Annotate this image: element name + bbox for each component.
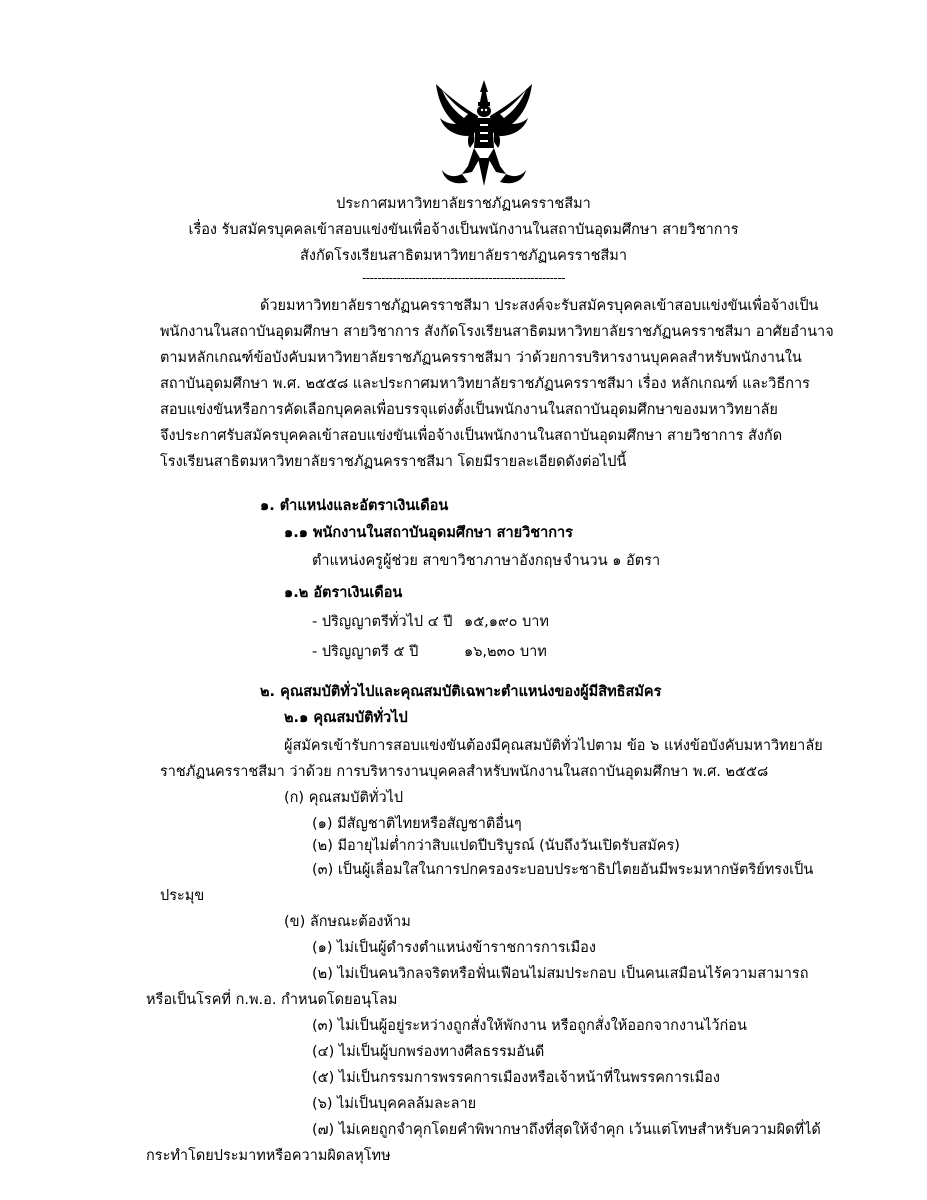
prohibition-item: (๔) ไม่เป็นผู้บกพร่องทางศีลธรรมอันดี <box>312 1044 545 1060</box>
quota-text: จำนวน ๑ อัตรา <box>563 553 661 569</box>
prohibition-item-cont: หรือเป็นโรคที่ ก.พ.อ. กำหนดโดยอนุโลม <box>146 992 398 1008</box>
section1-1-heading: ๑.๑ พนักงานในสถาบันอุดมศึกษา สายวิชาการ <box>284 525 573 541</box>
salary-amount: ๑๕,๑๙๐ บาท <box>464 614 549 630</box>
prohibitions-heading: (ข) ลักษณะต้องห้าม <box>284 914 411 930</box>
section1-2-heading: ๑.๒ อัตราเงินเดือน <box>284 585 403 601</box>
qualifications-heading: (ก) คุณสมบัติทั่วไป <box>284 790 404 806</box>
section2-1-heading: ๒.๑ คุณสมบัติทั่วไป <box>284 710 408 726</box>
prohibition-item: (๗) ไม่เคยถูกจำคุกโดยคำพิพากษาถึงที่สุดให้จำคุก เว้นแต่โทษสำหรับความผิดที่ได้ <box>312 1122 821 1138</box>
announcement-subject: เรื่อง รับสมัครบุคคลเข้าสอบแข่งขันเพื่อจ้างเป็นพนักงานในสถาบันอุดมศึกษา สายวิชาการ <box>188 222 739 238</box>
section2-para: ราชภัฏนครราชสีมา ว่าด้วย การบริหารงานบุคคลสำหรับพนักงานในสถาบันอุดมศึกษา พ.ศ. ๒๕๕๘ <box>160 764 769 780</box>
prohibition-item-cont: กระทำโดยประมาทหรือความผิดลหุโทษ <box>146 1148 391 1164</box>
section2-para: ผู้สมัครเข้ารับการสอบแข่งขันต้องมีคุณสมบัติทั่วไปตาม ข้อ ๖ แห่งข้อบังคับมหาวิทยาลัย <box>284 738 823 754</box>
intro-line: โรงเรียนสาธิตมหาวิทยาลัยราชภัฏนครราชสีมา โดยมีรายละเอียดดังต่อไปนี้ <box>160 454 627 470</box>
intro-line: จึงประกาศรับสมัครบุคคลเข้าสอบแข่งขันเพื่อจ้างเป็นพนักงานในสถาบันอุดมศึกษา สายวิชาการ สังกัด <box>160 428 783 444</box>
intro-line: ตามหลักเกณฑ์ข้อบังคับมหาวิทยาลัยราชภัฏนครราชสีมา ว่าด้วยการบริหารงานบุคคลสำหรับพนักงานใน <box>160 350 802 366</box>
section1-heading: ๑. ตำแหน่งและอัตราเงินเดือน <box>260 498 449 514</box>
position-text: ตำแหน่งครูผู้ช่วย สาขาวิชาภาษาอังกฤษ <box>312 553 563 569</box>
garuda-emblem-icon <box>428 78 540 190</box>
prohibition-item: (๕) ไม่เป็นกรรมการพรรคการเมืองหรือเจ้าหน้าที่ในพรรคการเมือง <box>312 1070 720 1086</box>
prohibition-item: (๒) ไม่เป็นคนวิกลจริตหรือฟั่นเฟือนไม่สมประกอบ เป็นคนเสมือนไร้ความสามารถ <box>312 966 809 982</box>
intro-line: สอบแข่งขันหรือการคัดเลือกบุคคลเพื่อบรรจุแต่งตั้งเป็นพนักงานในสถาบันอุดมศึกษาของมหาวิทยาลัย <box>160 402 778 418</box>
qualification-item: (๑) มีสัญชาติไทยหรือสัญชาติอื่นๆ <box>312 816 522 832</box>
header-separator: ----------------------------------------------------- <box>362 271 565 285</box>
intro-line: ด้วยมหาวิทยาลัยราชภัฏนครราชสีมา ประสงค์จะรับสมัครบุคคลเข้าสอบแข่งขันเพื่อจ้างเป็น <box>260 298 819 314</box>
qualification-item-cont: ประมุข <box>160 888 205 904</box>
salary-degree: - ปริญญาตรี ๕ ปี <box>312 644 419 660</box>
prohibition-item: (๖) ไม่เป็นบุคคลล้มละลาย <box>312 1096 477 1112</box>
qualification-item: (๓) เป็นผู้เลื่อมใสในการปกครองระบอบประชาธิปไตยอันมีพระมหากษัตริย์ทรงเป็น <box>312 862 814 878</box>
announcement-affiliation: สังกัดโรงเรียนสาธิตมหาวิทยาลัยราชภัฏนครราชสีมา <box>300 248 627 264</box>
salary-amount: ๑๖,๒๓๐ บาท <box>464 644 547 660</box>
section2-heading: ๒. คุณสมบัติทั่วไปและคุณสมบัติเฉพาะตำแหน่งของผู้มีสิทธิสมัคร <box>260 684 662 700</box>
intro-line: พนักงานในสถาบันอุดมศึกษา สายวิชาการ สังกัดโรงเรียนสาธิตมหาวิทยาลัยราชภัฏนครราชสีมา อาศัยอำนาจ <box>160 324 834 340</box>
salary-degree: - ปริญญาตรีทั่วไป ๔ ปี <box>312 614 453 630</box>
prohibition-item: (๓) ไม่เป็นผู้อยู่ระหว่างถูกสั่งให้พักงาน หรือถูกสั่งให้ออกจากงานไว้ก่อน <box>312 1018 747 1034</box>
announcement-title: ประกาศมหาวิทยาลัยราชภัฏนครราชสีมา <box>336 196 591 212</box>
intro-line: สถาบันอุดมศึกษา พ.ศ. ๒๕๕๘ และประกาศมหาวิทยาลัยราชภัฏนครราชสีมา เรื่อง หลักเกณฑ์ และวิธีการ <box>160 376 810 392</box>
qualification-item: (๒) มีอายุไม่ต่ำกว่าสิบแปดปีบริบูรณ์ (นับถึงวันเปิดรับสมัคร) <box>312 838 680 854</box>
prohibition-item: (๑) ไม่เป็นผู้ดำรงตำแหน่งข้าราชการการเมือง <box>312 940 596 956</box>
